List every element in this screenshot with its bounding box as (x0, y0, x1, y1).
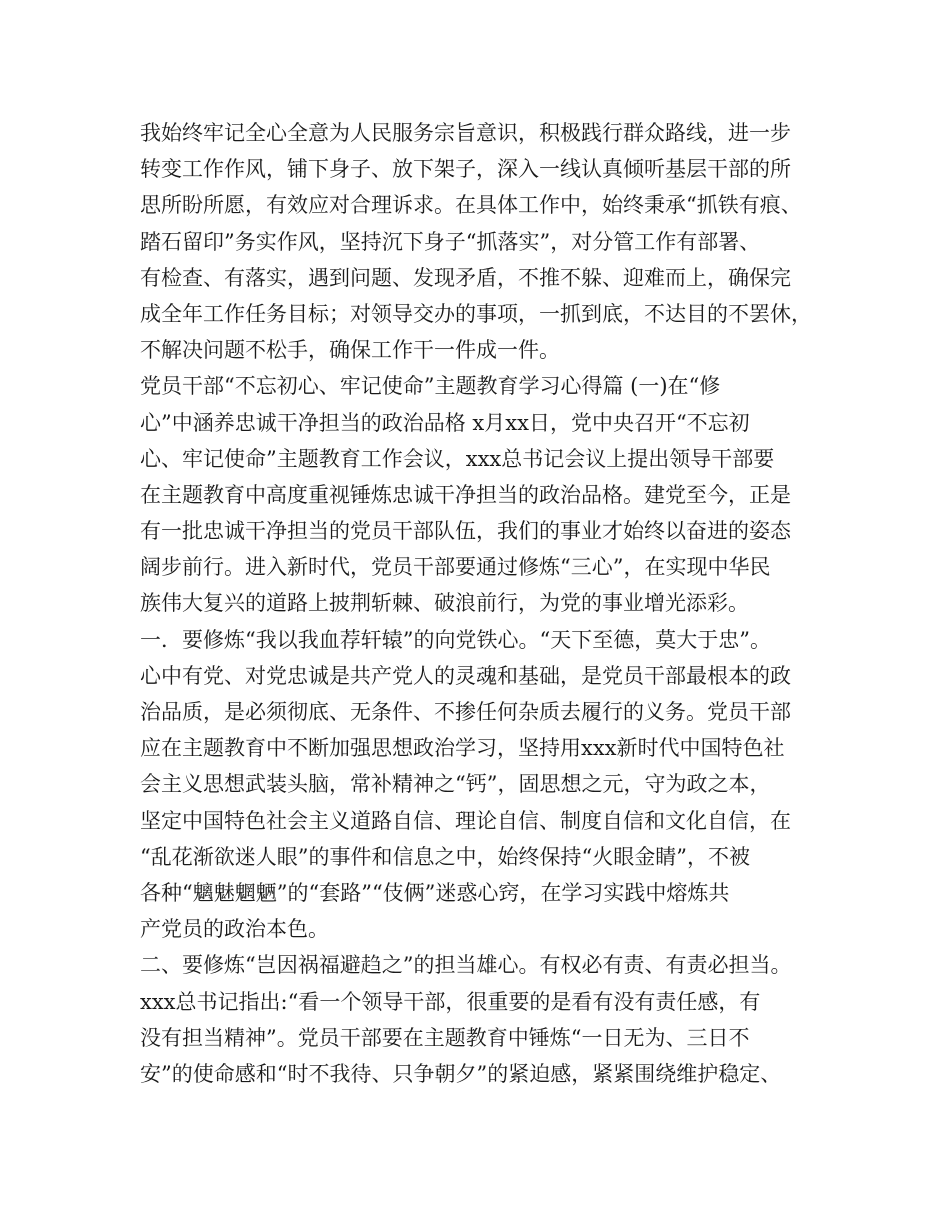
text-line: 心”中涵养忠诚干净担当的政治品格 x月xx日，党中央召开“不忘初 (140, 410, 750, 435)
text-line: 一．要修炼“我以我血荐轩辕”的向党铁心。“天下至德，莫大于忠”。 (140, 627, 771, 652)
text-line: 成全年工作任务目标；对领导交办的事项，一抓到底，不达目的不罢休， (140, 301, 812, 326)
text-line: 踏石留印”务实作风，坚持沉下身子“抓落实”，对分管工作有部署、 (140, 229, 761, 254)
text-line: 治品质，是必须彻底、无条件、不掺任何杂质去履行的义务。党员干部 (140, 700, 791, 724)
text-line: 安”的使命感和“时不我待、只争朝夕”的紧迫感，紧紧围绕维护稳定、 (140, 1061, 782, 1086)
text-line: 会主义思想武装头脑，常补精神之“钙”，固思想之元，守为政之本， (140, 772, 771, 797)
document-body (140, 115, 830, 1092)
text-line: 各种“魑魅魍魉”的“套路”“伎俩”迷惑心窍，在学习实践中熔炼共 (140, 880, 730, 905)
text-line: 应在主题教育中不断加强思想政治学习，坚持用xxx新时代中国特色社 (140, 736, 785, 761)
text-line: 族伟大复兴的道路上披荆斩棘、破浪前行，为党的事业增光添彩。 (140, 591, 749, 616)
text-line: xxx总书记指出:“看一个领导干部，很重要的是看有没有责任感，有 (140, 989, 761, 1014)
text-line: 党员干部“不忘初心、牢记使命”主题教育学习心得篇 (一)在“修 (140, 374, 721, 399)
text-line: 有检查、有落实，遇到问题、发现矛盾，不推不躲、迎难而上，确保完 (140, 265, 791, 290)
text-line: 坚定中国特色社会主义道路自信、理论自信、制度自信和文化自信，在 (140, 808, 791, 833)
text-line: 有一批忠诚干净担当的党员干部队伍，我们的事业才始终以奋进的姿态 (140, 519, 791, 544)
text-line: 在主题教育中高度重视锤炼忠诚干净担当的政治品格。建党至今，正是 (140, 482, 791, 507)
text-line: 没有担当精神”。党员干部要在主题教育中锤炼“一日无为、三日不 (140, 1025, 750, 1050)
text-line: 二、要修炼“岂因祸福避趋之”的担当雄心。有权必有责、有责必担当。 (140, 953, 792, 978)
text-line: 不解决问题不松手，确保工作干一件成一件。 (140, 338, 560, 363)
text-line: 阔步前行。进入新时代，党员干部要通过修炼“三心”，在实现中华民 (140, 555, 771, 580)
text-line: “乱花渐欲迷人眼”的事件和信息之中，始终保持“火眼金睛”，不被 (140, 844, 750, 869)
text-line: 产党员的政治本色。 (140, 917, 329, 942)
text-line: 思所盼所愿，有效应对合理诉求。在具体工作中，始终秉承“抓铁有痕、 (140, 193, 802, 218)
text-line: 心、牢记使命”主题教育工作会议，xxx总书记会议上提出领导干部要 (140, 446, 775, 471)
text-line: 转变工作作风，铺下身子、放下架子，深入一线认真倾听基层干部的所 (140, 157, 791, 182)
text-line: 心中有党、对党忠诚是共产党人的灵魂和基础，是党员干部最根本的政 (140, 663, 791, 688)
text-line: 我始终牢记全心全意为人民服务宗旨意识，积极践行群众路线，进一步 (140, 121, 791, 145)
